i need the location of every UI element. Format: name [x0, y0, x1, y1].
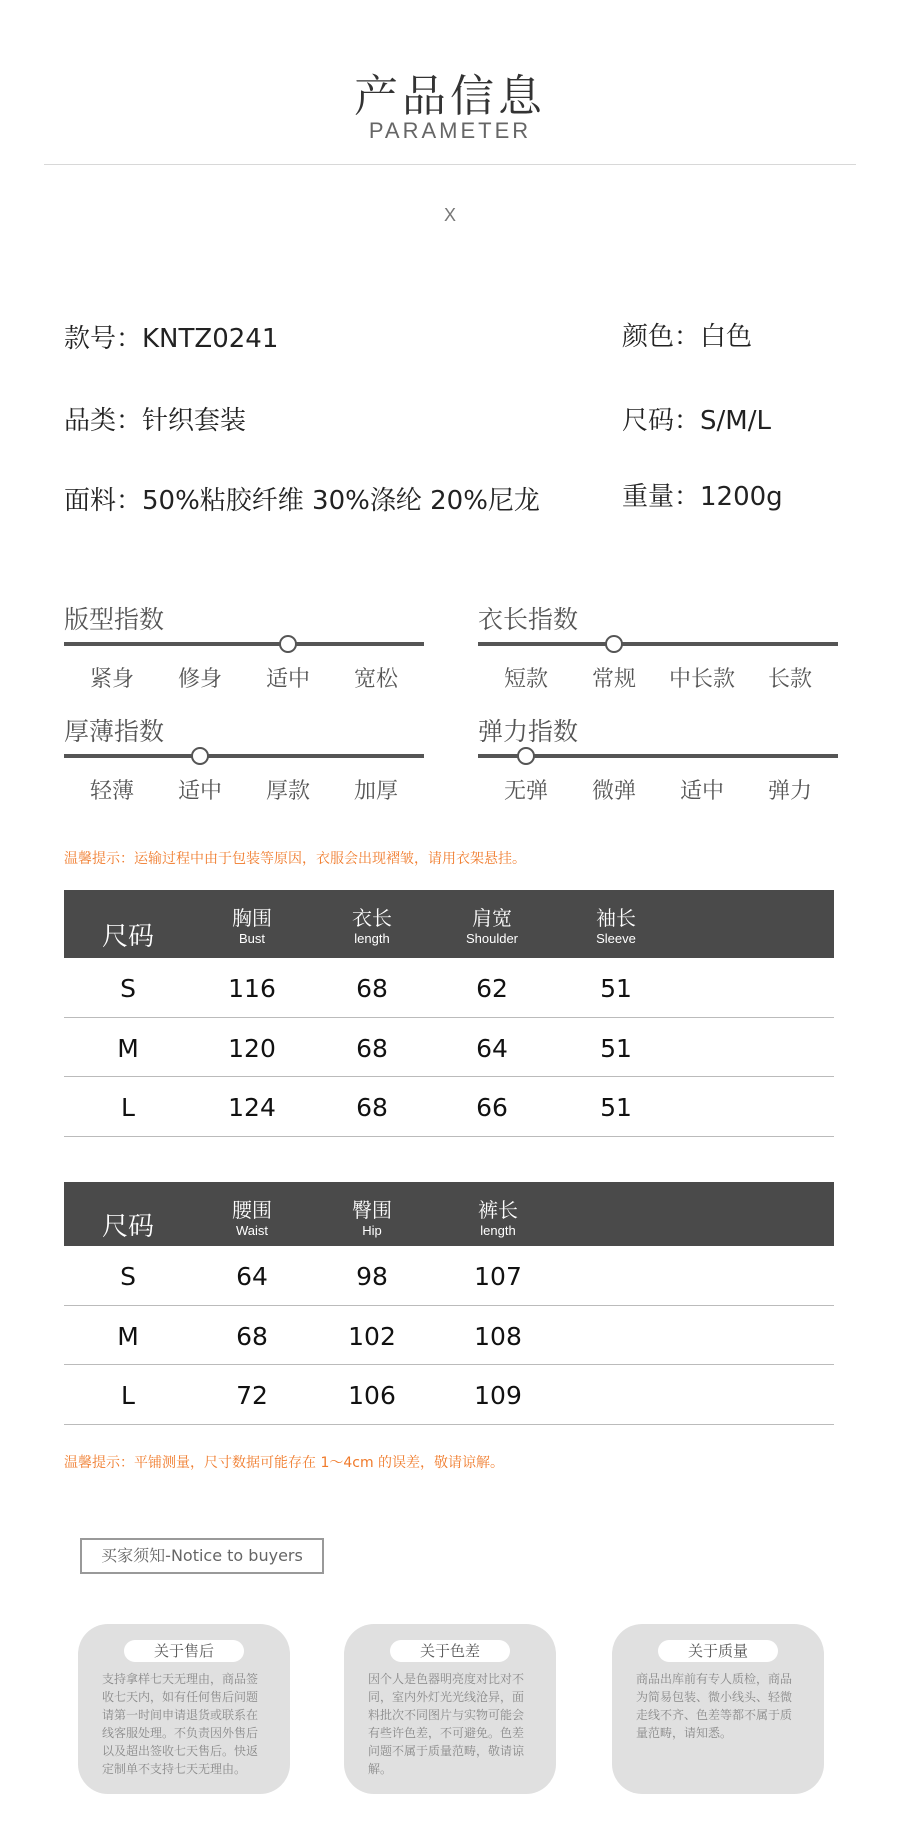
- page-title: 产品信息: [354, 71, 546, 122]
- index-track: [478, 642, 838, 646]
- header-size: 尺码: [101, 922, 154, 952]
- notice-label: 买家须知-Notice to buyers: [80, 1538, 324, 1574]
- header-size: 尺码: [101, 1212, 154, 1242]
- index-option: 加厚: [353, 779, 398, 804]
- cell: 108: [474, 1322, 522, 1351]
- color: 颜色：白色: [622, 322, 753, 352]
- cell: 51: [600, 1093, 632, 1122]
- index-slider-knob: [517, 747, 535, 765]
- index-option: 适中: [679, 779, 724, 804]
- card-title: 关于色差: [390, 1640, 510, 1662]
- index-option: 适中: [265, 667, 310, 692]
- table-row: [64, 1306, 834, 1365]
- index-option: 长款: [767, 667, 812, 692]
- index-title: 衣长指数: [478, 605, 579, 634]
- cell: 106: [348, 1381, 396, 1410]
- cell: 68: [356, 974, 388, 1003]
- bottom-table-header: [64, 1182, 834, 1246]
- cell: L: [121, 1093, 135, 1122]
- cell: M: [117, 1322, 139, 1351]
- index-slider-knob: [279, 635, 297, 653]
- cell: 68: [356, 1093, 388, 1122]
- cell: 72: [236, 1381, 268, 1410]
- cell: 102: [348, 1322, 396, 1351]
- index-track: [64, 642, 424, 646]
- cell: 66: [476, 1093, 508, 1122]
- index-option: 弹力: [767, 779, 812, 804]
- cell: 120: [228, 1034, 276, 1063]
- index-title: 弹力指数: [478, 717, 579, 746]
- cell: 109: [474, 1381, 522, 1410]
- index-option: 微弹: [591, 779, 636, 804]
- index-option: 适中: [177, 779, 222, 804]
- measure-note: 温馨提示：平铺测量，尺寸数据可能存在 1～4cm 的误差，敬请谅解。: [64, 1455, 505, 1471]
- close-icon[interactable]: X: [443, 205, 456, 225]
- header-bust: 胸围 Bust: [232, 906, 272, 946]
- card-title: 关于质量: [658, 1640, 778, 1662]
- cell: 62: [476, 974, 508, 1003]
- size: 尺码：S/M/L: [622, 406, 771, 436]
- color-difference-card: [344, 1624, 556, 1794]
- fabric: 面料：50%粘胶纤维 30%涤纶 20%尼龙: [64, 486, 540, 516]
- index-option: 中长款: [668, 667, 735, 692]
- header-waist: 腰围 Waist: [232, 1198, 272, 1238]
- header-shoulder: 肩宽 Shoulder: [465, 906, 519, 946]
- header-sleeve: 袖长 Sleeve: [596, 906, 636, 946]
- top-table-header: [64, 890, 834, 958]
- index-title: 厚薄指数: [64, 717, 165, 746]
- cell: 68: [236, 1322, 268, 1351]
- after-sales-card: [78, 1624, 290, 1794]
- style-number: 款号：KNTZ0241: [64, 324, 279, 354]
- index-option: 常规: [591, 667, 636, 692]
- cell: 116: [228, 974, 276, 1003]
- header-pants-length: 裤长 length: [478, 1198, 518, 1238]
- index-track: [64, 754, 424, 758]
- header-hip: 臀围 Hip: [352, 1198, 392, 1238]
- index-option: 宽松: [353, 667, 398, 692]
- cell: 124: [228, 1093, 276, 1122]
- card-body: 商品出库前有专人质检，商品为简易包装、微小线头、轻微走线不齐、色差等都不属于质量范畴，请知悉。: [636, 1672, 793, 1740]
- cell: S: [120, 974, 136, 1003]
- index-slider-knob: [605, 635, 623, 653]
- card-body: 因个人是色器明亮度对比对不同，室内外灯光光线沧异，面料批次不同图片与实物可能会有些许色差，不可避免。色差问题不属于质量范畴，敬请谅解。: [368, 1672, 525, 1776]
- cell: 107: [474, 1262, 522, 1291]
- cell: 64: [476, 1034, 508, 1063]
- index-option: 短款: [503, 667, 548, 692]
- category: 品类：针织套装: [64, 406, 247, 436]
- cell: 64: [236, 1262, 268, 1291]
- index-option: 修身: [177, 667, 222, 692]
- table-row: [64, 1246, 834, 1306]
- cell: 98: [356, 1262, 388, 1291]
- cell: S: [120, 1262, 136, 1291]
- divider: [44, 164, 856, 165]
- transport-note: 温馨提示：运输过程中由于包装等原因，衣服会出现褶皱，请用衣架悬挂。: [64, 851, 526, 867]
- weight: 重量：1200g: [622, 482, 783, 512]
- index-option: 紧身: [89, 667, 134, 692]
- table-row: [64, 1018, 834, 1077]
- quality-card: [612, 1624, 824, 1794]
- index-slider-knob: [191, 747, 209, 765]
- header-length: 衣长 length: [352, 906, 392, 946]
- card-title: 关于售后: [124, 1640, 244, 1662]
- table-row: [64, 1365, 834, 1425]
- cell: L: [121, 1381, 135, 1410]
- page-subtitle: PARAMETER: [368, 118, 532, 143]
- cell: 51: [600, 974, 632, 1003]
- cell: 68: [356, 1034, 388, 1063]
- card-body: 支持拿样七天无理由，商品签收七天内，如有任何售后问题请第一时间申请退货或联系在线客服处理。不负责因外售后以及超出签收七天售后。快返定制单不支持七天无理由。: [102, 1672, 259, 1776]
- index-option: 无弹: [503, 779, 548, 804]
- index-title: 版型指数: [64, 605, 165, 634]
- table-row: [64, 1077, 834, 1137]
- cell: M: [117, 1034, 139, 1063]
- table-row: [64, 958, 834, 1018]
- index-option: 轻薄: [89, 779, 134, 804]
- cell: 51: [600, 1034, 632, 1063]
- index-option: 厚款: [265, 779, 310, 804]
